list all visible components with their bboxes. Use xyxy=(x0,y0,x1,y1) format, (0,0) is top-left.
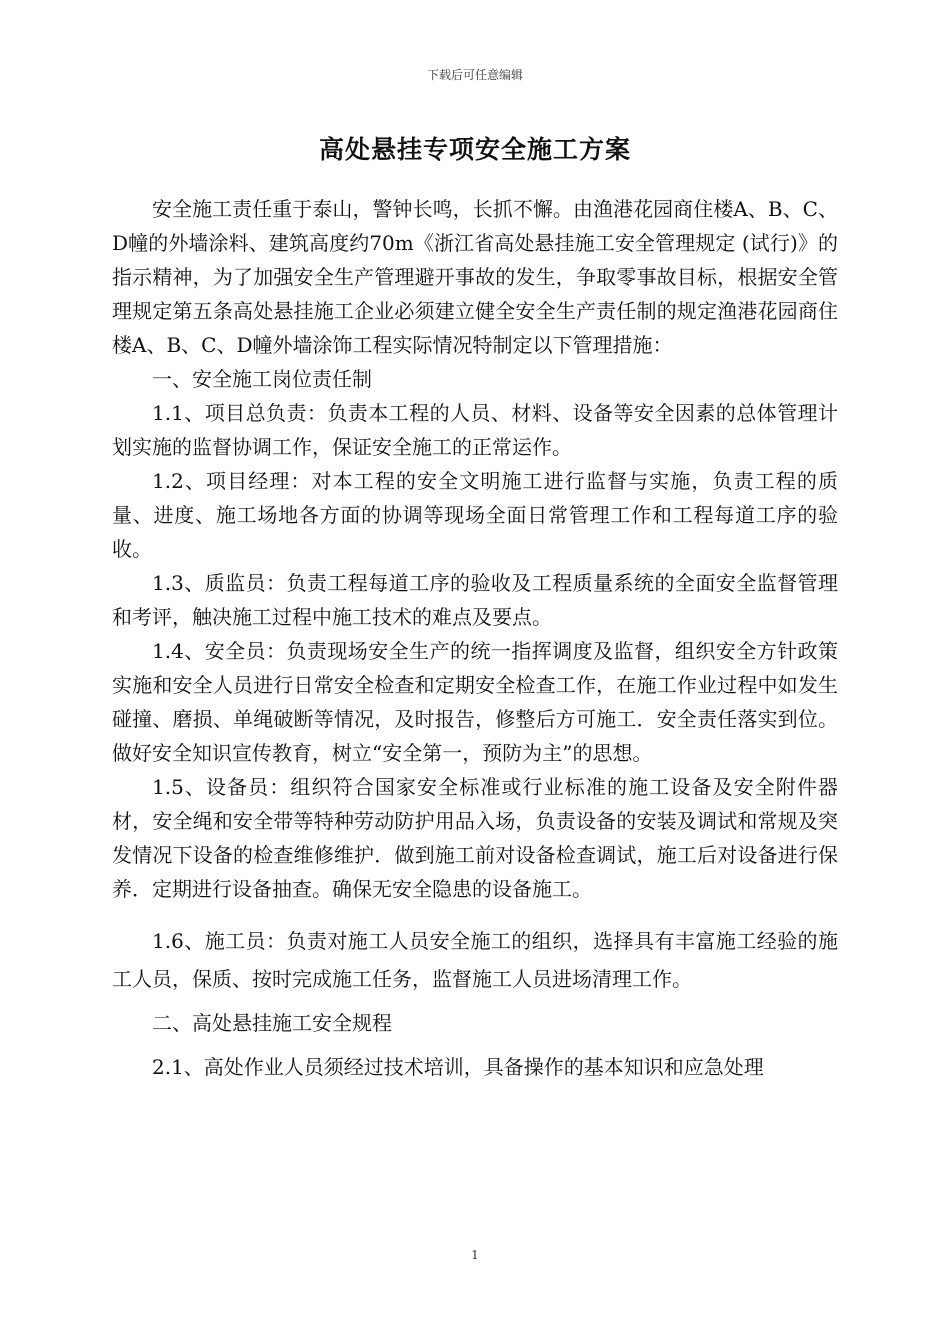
page-number: 1 xyxy=(471,1248,479,1262)
paragraph-1-6: 1.6、施工员：负责对施工人员安全施工的组织，选择具有丰富施工经验的施工人员，保质、按时完成施工任务，监督施工人员进场清理工作。 xyxy=(112,929,838,991)
paragraph-1-2: 1.2、项目经理：对本工程的安全文明施工进行监督与实施，负责工程的质量、进度、施工场地各方面的协调等现场全面日常管理工作和工程每道工序的验收。 xyxy=(112,469,838,561)
document-title: 高处悬挂专项安全施工方案 xyxy=(318,135,631,164)
intro-paragraph: 安全施工责任重于泰山，警钟长鸣，长抓不懈。由渔港花园商住楼A、B、C、D幢的外墙涂料、建筑高度约70m《浙江省高处悬挂施工安全管理规定 (试行)》的指示精神，为了加强安全生产管理避开事故的发生，争取零事故目标，根据安全管理规定第五条高处悬挂施工企业必须建立健全安全生产责任制的规定渔港花园商住楼A、B、C、D幢外墙涂饰工程实际情况特制定以下管理措施： xyxy=(112,197,838,357)
paragraph-1-4: 1.4、安全员：负责现场安全生产的统一指挥调度及监督，组织安全方针政策实施和安全人员进行日常安全检查和定期安全检查工作，在施工作业过程中如发生碰撞、磨损、单绳破断等情况，及时报告，修整后方可施工．安全责任落实到位。做好安全知识宣传教育，树立“安全第一，预防为主”的思想。 xyxy=(112,639,838,765)
section-heading-2: 二、高处悬挂施工安全规程 xyxy=(152,1011,392,1035)
paragraph-1-1: 1.1、项目总负责：负责本工程的人员、材料、设备等安全因素的总体管理计划实施的监督协调工作，保证安全施工的正常运作。 xyxy=(112,401,838,459)
paragraph-2-1: 2.1、高处作业人员须经过技术培训，具备操作的基本知识和应急处理 xyxy=(152,1055,764,1079)
paragraph-1-3: 1.3、质监员：负责工程每道工序的验收及工程质量系统的全面安全监督管理和考评，触决施工过程中施工技术的难点及要点。 xyxy=(112,571,838,629)
header-note: 下载后可任意编辑 xyxy=(426,68,523,82)
paragraph-1-5: 1.5、设备员：组织符合国家安全标准或行业标准的施工设备及安全附件器材，安全绳和安全带等特种劳动防护用品入场，负责设备的安装及调试和常规及突发情况下设备的检查维修维护．做到施工前对设备检查调试，施工后对设备进行保养．定期进行设备抽查。确保无安全隐患的设备施工。 xyxy=(112,775,838,901)
section-heading-1: 一、安全施工岗位责任制 xyxy=(152,367,372,391)
document-body xyxy=(112,192,838,1086)
